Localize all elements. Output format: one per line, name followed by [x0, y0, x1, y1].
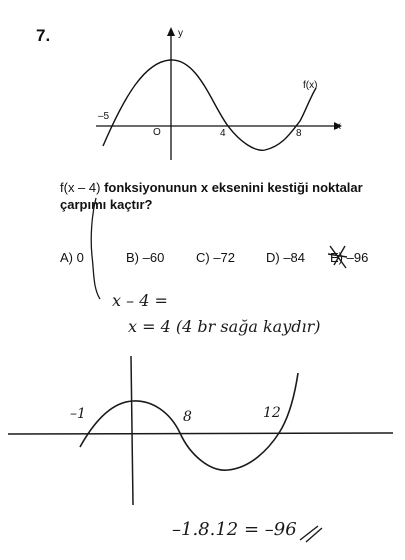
hand-tick-8: 8: [183, 409, 192, 425]
f-curve: [103, 60, 316, 150]
option-a[interactable]: A) 0: [60, 250, 84, 265]
question-line-1: [60, 180, 363, 195]
option-c[interactable]: C) –72: [196, 250, 236, 265]
hand-x-axis: [8, 433, 393, 434]
hand-y-axis: [131, 356, 133, 505]
option-b[interactable]: B) –60: [126, 250, 165, 265]
curve-label: f(x): [303, 80, 318, 91]
y-axis-label: y: [178, 28, 183, 39]
handwritten-result: –1.8.12 = –96: [172, 519, 297, 540]
x-tick-minus5: –5: [98, 111, 110, 122]
x-axis-label: x: [336, 121, 341, 132]
question-line-2: çarpımı kaçtır?: [60, 197, 153, 212]
handwritten-step-2: x = 4 (4 br sağa kaydır): [128, 317, 321, 336]
option-d[interactable]: D) –84: [266, 250, 306, 265]
handwritten-step-1: x – 4 =: [112, 291, 168, 310]
hand-tick-12: 12: [263, 405, 281, 421]
question-number: 7.: [36, 26, 51, 45]
origin-label: O: [153, 127, 161, 138]
x-tick-4: 4: [220, 128, 226, 139]
result-underline: [300, 526, 322, 542]
question-function: f(x – 4): [60, 180, 101, 195]
pen-bracket-stroke: [91, 198, 100, 299]
option-e[interactable]: E) –96: [330, 250, 369, 265]
x-tick-8: 8: [296, 128, 302, 139]
function-graph: [0, 0, 405, 180]
question-line-1-text: fonksiyonunun x eksenini kestiği noktalar: [100, 180, 363, 195]
y-axis-arrow: [167, 27, 175, 36]
hand-curve: [80, 373, 298, 470]
hand-tick-minus1: –1: [70, 406, 86, 422]
